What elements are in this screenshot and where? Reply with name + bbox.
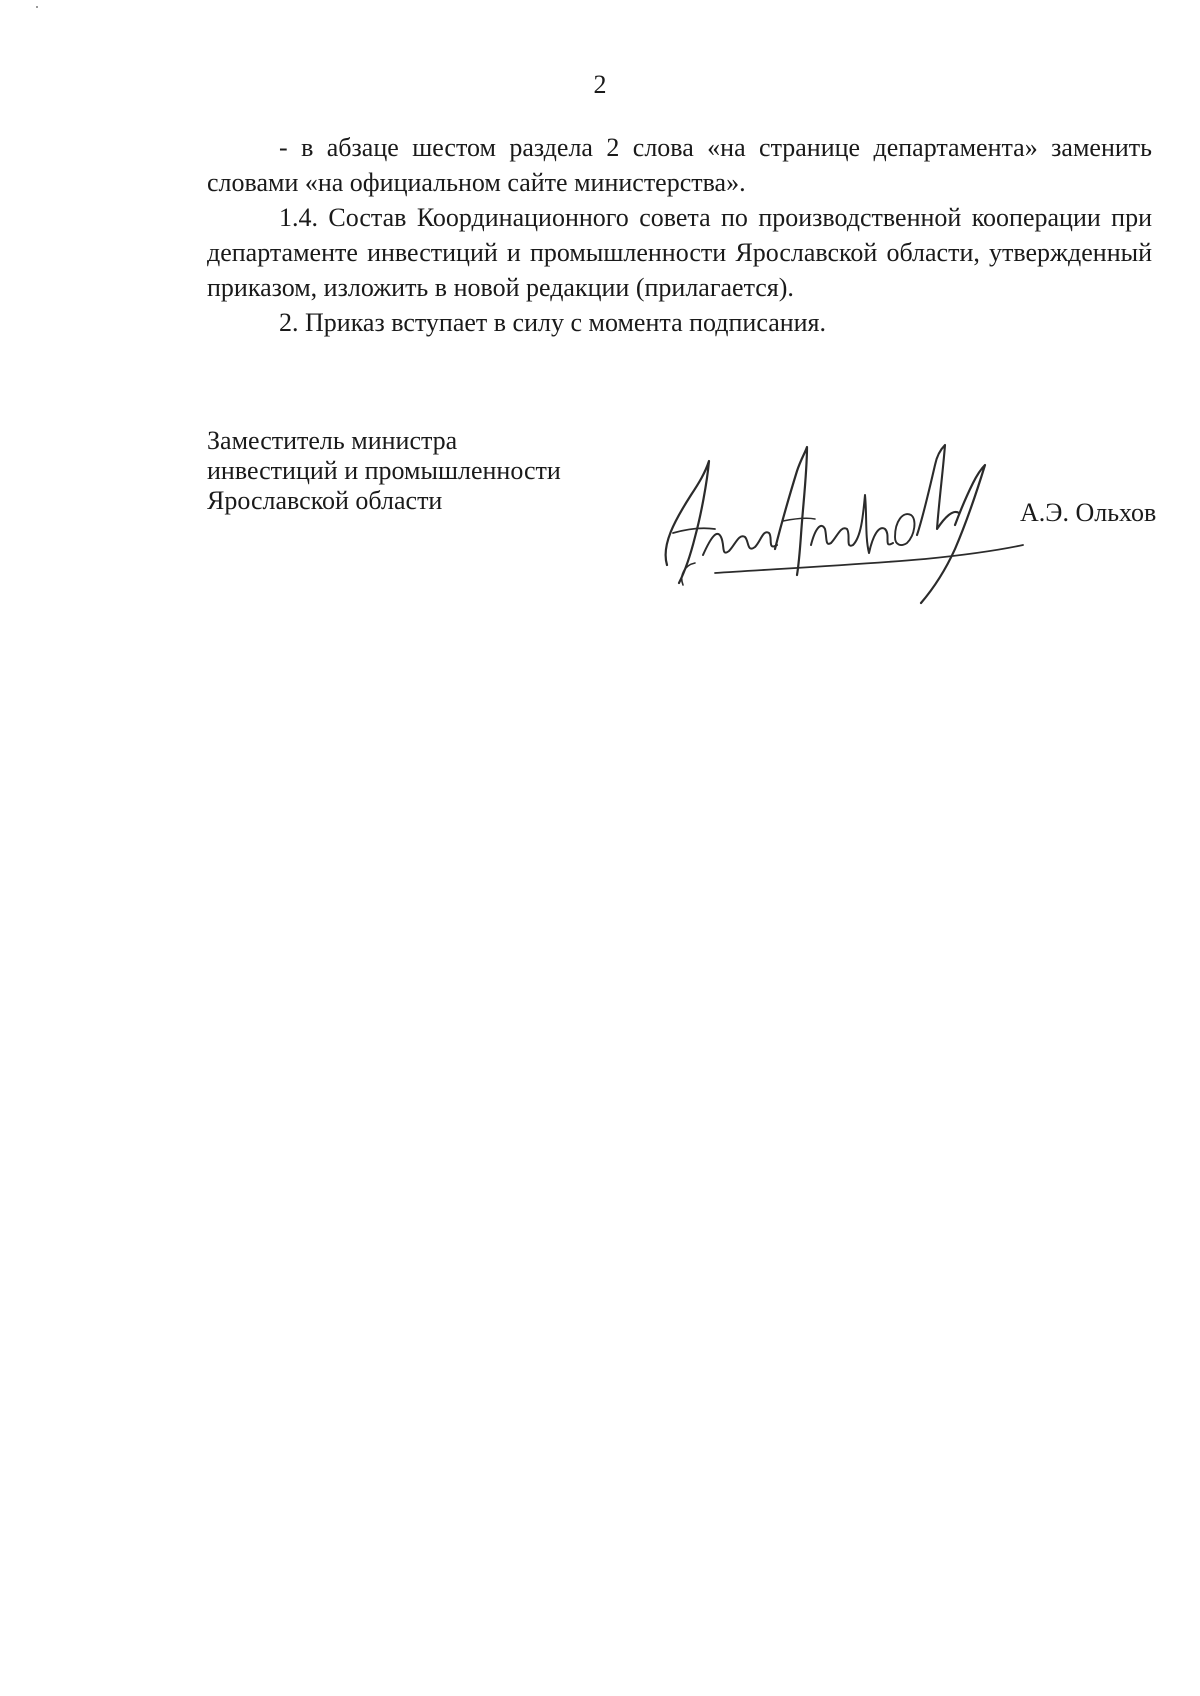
- scan-speck: [36, 6, 38, 8]
- signatory-position-line: Ярославской области: [207, 486, 443, 515]
- signatory-position-line: Заместитель министра: [207, 426, 458, 455]
- paragraph-amendment-section-2: - в абзаце шестом раздела 2 слова «на странице департамента» заменить словами «на официальном сайте министерства».: [207, 133, 1152, 197]
- handwritten-signature: [655, 425, 1025, 610]
- document-body: [207, 130, 1152, 340]
- signatory-position: [207, 426, 657, 516]
- page-number: 2: [593, 70, 607, 99]
- paragraph-effective-date: 2. Приказ вступает в силу с момента подписания.: [279, 308, 827, 337]
- signer-name: А.Э. Ольхов: [1020, 498, 1157, 527]
- paragraph-council-composition: 1.4. Состав Координационного совета по производственной кооперации при департаменте инвестиций и промышленности Ярославской области, утвержденный приказом, изложить в новой редакции (прилагается).: [207, 203, 1152, 302]
- signatory-position-line: инвестиций и промышленности: [207, 456, 561, 485]
